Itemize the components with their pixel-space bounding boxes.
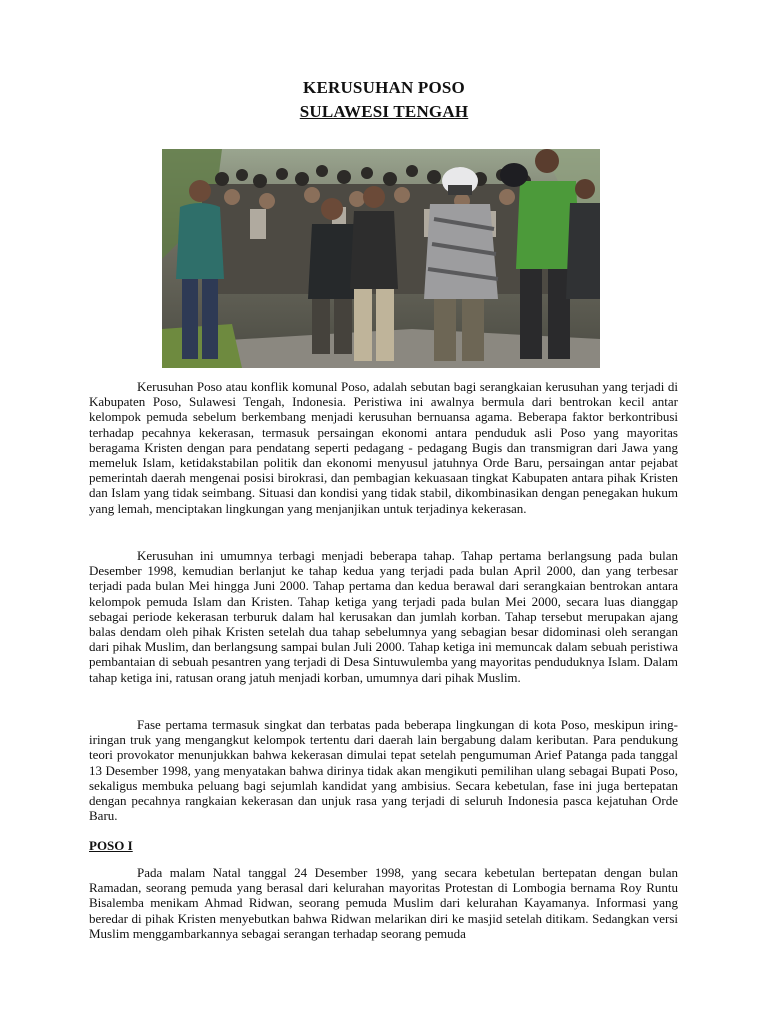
section-heading-poso-i: POSO I (89, 838, 133, 853)
paragraph-phases: Kerusuhan ini umumnya terbagi menjadi beberapa tahap. Tahap pertama berlangsung pada bulan Desember 1998, kemudian berlanjut ke tahap kedua yang terjadi pada bulan April 2000, dan yang terbesar terjadi pada bulan Mei hingga Juni 2000. Tahap pertama dan kedua berawal dari serangkaian bentrokan antara kelompok pemuda Islam dan Kristen. Tahap ketiga yang terjadi pada bulan Mei 2000, secara luas dianggap sebagai periode kekerasan terburuk dalam hal kerusakan dan jumlah korban. Tahap tersebut merupakan ajang balas dendam oleh pihak Kristen setelah dua tahap sebelumnya yang sebagian besar didominasi oleh serangan dari pihak Muslim, dan berlangsung sampai bulan Juli 2000. Tahap ketiga ini memuncak dalam sebuah peristiwa pembantaian di sebuah pesantren yang terjadi di Desa Sintuwulemba yang mayoritas penduduknya Islam. Dalam tahap ketiga ini, ratusan orang jatuh menjadi korban, umumnya dari pihak Muslim. (89, 548, 678, 685)
document-subtitle: SULAWESI TENGAH (299, 102, 469, 121)
paragraph-poso-i: Pada malam Natal tanggal 24 Desember 1998, yang secara kebetulan bertepatan dengan bulan Ramadan, seorang pemuda yang berasal dari kelurahan mayoritas Protestan di Lombogia bernama Roy Runtu Bisalemba menikam Ahmad Ridwan, seorang pemuda Muslim dari kelurahan Kayamanya. Informasi yang beredar di pihak Kristen menyebutkan bahwa Ridwan melarikan diri ke masjid setelah ditikam. Sedangkan versi Muslim menggambarkannya sebagai serangan terhadap seorang pemuda (89, 865, 678, 941)
paragraph-first-phase: Fase pertama termasuk singkat dan terbatas pada beberapa lingkungan di kota Poso, meskipun iring-iringan truk yang mengangkut kelompok tertentu dari daerah lain bergabung dalam keributan. Para pendukung teori provokator menunjukkan bahwa kekerasan dimulai tepat setelah pengumuman Arief Patanga pada tanggal 13 Desember 1998, yang menyatakan bahwa dirinya tidak akan mengikuti pemilihan ulang sebagai Bupati Poso, sekaligus membuka peluang bagi sejumlah kandidat yang ambisius. Secara kebetulan, fase ini juga bertepatan dengan pecahnya rangkaian kekerasan dan unjuk rasa yang terjadi di seluruh Indonesia pasca kejatuhan Orde Baru. (89, 717, 678, 824)
crowd-photo-illustration (162, 149, 600, 368)
paragraph-intro: Kerusuhan Poso atau konflik komunal Poso, adalah sebutan bagi serangkaian kerusuhan yang terjadi di Kabupaten Poso, Sulawesi Tengah, Indonesia. Peristiwa ini awalnya bermula dari bentrokan kecil antar kelompok pemuda sebelum berkembang menjadi kerusuhan bernuansa agama. Beberapa faktor berkontribusi terhadap pecahnya kekerasan, termasuk persaingan ekonomi antara penduduk asli Poso yang mayoritas beragama Kristen dengan para pendatang seperti pedagang - pedagang Bugis dan transmigran dari Jawa yang memeluk Islam, ketidakstabilan politik dan ekonomi menyusul jatuhnya Orde Baru, persaingan antar pejabat pemerintah daerah mengenai posisi birokrasi, dan pembagian kekuasaan tingkat Kabupaten antara pihak Kristen dan Islam yang tidak seimbang. Situasi dan kondisi yang tidak stabil, dikombinasikan dengan penegakan hukum yang lemah, menciptakan lingkungan yang menjanjikan untuk terjadinya kekerasan. (89, 379, 678, 516)
crowd-photo (162, 149, 600, 368)
document-title: KERUSUHAN POSO (303, 78, 465, 97)
